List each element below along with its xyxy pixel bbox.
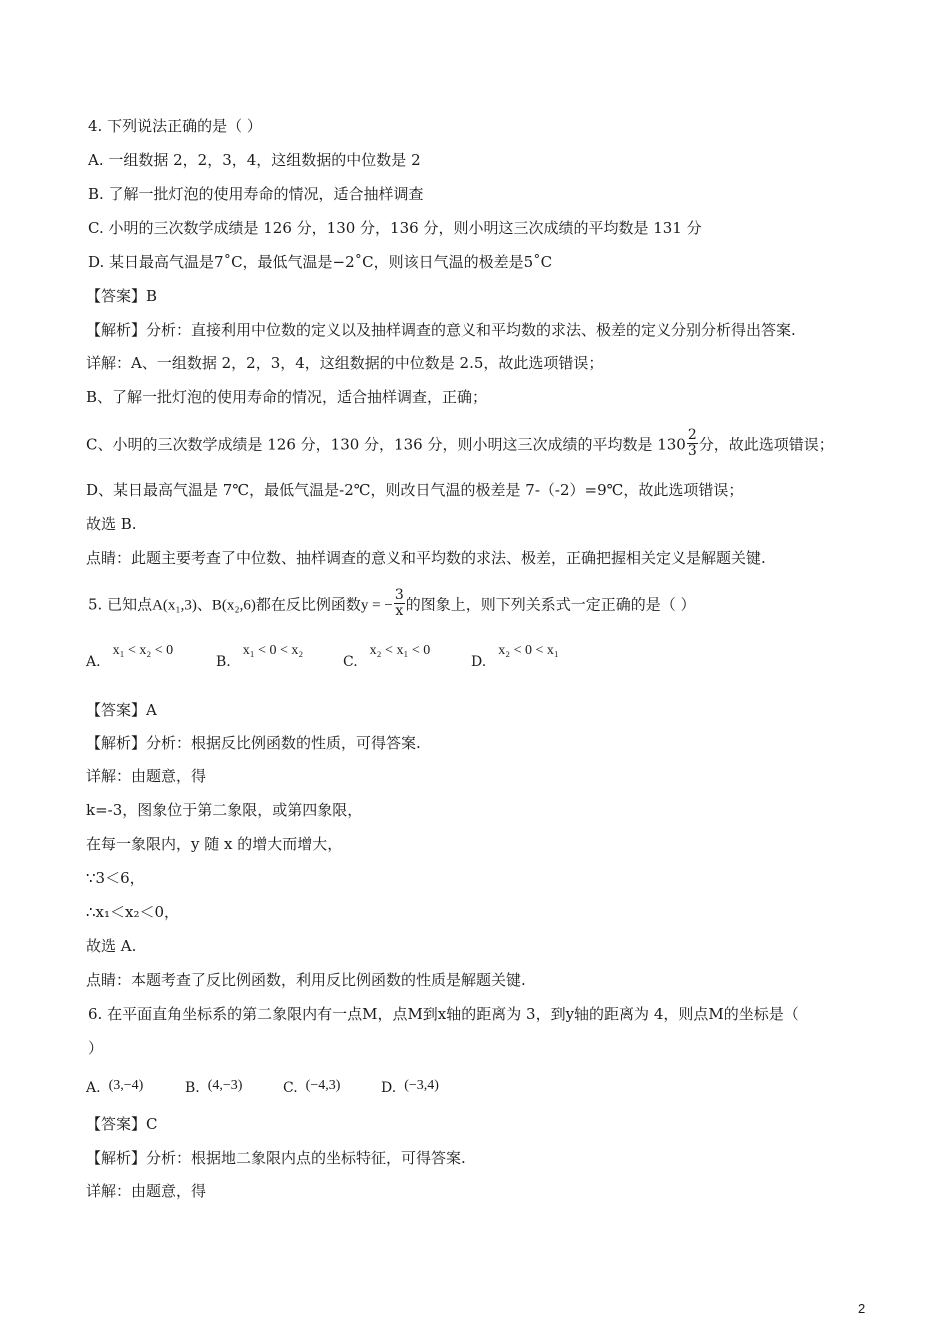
option-expression: (3,−4) xyxy=(108,1078,144,1093)
q4-detail-c-tail: 分，故此选项错误； xyxy=(698,435,834,454)
q4-choose: 故选 B. xyxy=(86,515,137,533)
q4-option-c: C. 小明的三次数学成绩是 126 分，130 分，136 分，则小明这三次成绩的平均数是 131 分 xyxy=(88,219,702,237)
fraction-denominator: x xyxy=(395,603,404,619)
q5-answer: 【答案】A xyxy=(86,701,157,719)
q5-option-a xyxy=(86,643,174,671)
q5-line-2: 在每一象限内，y 随 x 的增大而增大， xyxy=(86,835,343,853)
q4-comment: 点睛：此题主要考查了中位数、抽样调查的意义和平均数的求法、极差，正确把握相关定义是解题关键. xyxy=(86,549,766,567)
option-expression: (4,−3) xyxy=(207,1078,243,1093)
q4-fraction xyxy=(687,428,698,459)
option-label: B. xyxy=(216,654,231,670)
option-label: A. xyxy=(86,1080,101,1096)
page-number: 2 xyxy=(858,1301,866,1316)
q5-function-y: y = − xyxy=(360,597,393,614)
q4-detail-b: B、了解一批灯泡的使用寿命的情况，适合抽样调查，正确； xyxy=(86,388,488,406)
option-expression: x₂ < x₁ < 0 xyxy=(369,643,431,658)
option-label: C. xyxy=(283,1080,298,1096)
option-expression: (−4,3) xyxy=(305,1078,341,1093)
option-label: C. xyxy=(343,654,358,670)
q5-points: A(x₁,3)、B(x₂,6) xyxy=(152,597,256,614)
option-label: A. xyxy=(86,654,101,670)
q4-option-d: D. 某日最高气温是7˚C，最低气温是−2˚C，则该日气温的极差是5˚C xyxy=(88,253,553,271)
q5-stem xyxy=(88,587,696,621)
q5-stem-post: 的图象上，则下列关系式一定正确的是（ ） xyxy=(405,595,696,614)
q5-analysis: 【解析】分析：根据反比例函数的性质，可得答案. xyxy=(86,734,421,752)
q6-answer: 【答案】C xyxy=(86,1115,158,1133)
fraction-numerator: 2 xyxy=(687,427,697,443)
q6-analysis: 【解析】分析：根据地二象限内点的坐标特征，可得答案. xyxy=(86,1149,466,1167)
q5-stem-mid: 都在反比例函数 xyxy=(255,595,361,614)
q5-comment: 点睛：本题考查了反比例函数，利用反比例函数的性质是解题关键. xyxy=(86,971,526,989)
q4-analysis: 【解析】分析：直接利用中位数的定义以及抽样调查的意义和平均数的求法、极差的定义分别分析得出答案. xyxy=(86,321,796,339)
q5-line-1: k=-3，图象位于第二象限，或第四象限， xyxy=(86,801,363,819)
q4-option-a: A. 一组数据 2，2，3，4，这组数据的中位数是 2 xyxy=(88,151,421,169)
q6-stem: 6. 在平面直角坐标系的第二象限内有一点M，点M到x轴的距离为 3，到y轴的距离为 4，则点M的坐标是（ xyxy=(88,1005,799,1023)
q4-detail-a: 详解：A、一组数据 2，2，3，4，这组数据的中位数是 2.5，故此选项错误； xyxy=(86,354,604,372)
q5-fraction xyxy=(394,588,405,619)
option-label: B. xyxy=(185,1080,200,1096)
q6-stem-continued: ） xyxy=(88,1039,104,1057)
q6-detail: 详解：由题意，得 xyxy=(86,1182,207,1200)
q6-option-c xyxy=(283,1080,340,1097)
option-expression: x₁ < 0 < x₂ xyxy=(242,643,304,658)
q5-option-c xyxy=(343,643,431,671)
fraction-numerator: 3 xyxy=(394,587,404,603)
q4-detail-d: D、某日最高气温是 7℃，最低气温是-2℃，则改日气温的极差是 7-（-2）=9℃，故此选项错误； xyxy=(86,481,744,499)
fraction-denominator: 3 xyxy=(687,443,697,459)
q4-stem: 4. 下列说法正确的是（ ） xyxy=(88,117,262,135)
option-label: D. xyxy=(471,654,487,670)
q4-option-b: B. 了解一批灯泡的使用寿命的情况，适合抽样调查 xyxy=(88,185,424,203)
option-expression: x₁ < x₂ < 0 xyxy=(112,643,174,658)
option-label: D. xyxy=(381,1080,397,1096)
q5-option-b xyxy=(216,643,304,671)
q6-option-a xyxy=(86,1080,143,1097)
q4-detail-c-text: C、小明的三次数学成绩是 126 分，130 分，136 分，则小明这三次成绩的平均数是 130 xyxy=(86,435,686,454)
q5-detail: 详解：由题意，得 xyxy=(86,767,207,785)
q5-stem-pre: 5. 已知点 xyxy=(88,595,153,614)
q5-choose: 故选 A. xyxy=(86,937,137,955)
option-expression: (−3,4) xyxy=(404,1078,439,1093)
q5-option-d xyxy=(471,643,559,671)
q6-option-d xyxy=(381,1080,439,1097)
q4-answer: 【答案】B xyxy=(86,287,158,305)
q6-option-b xyxy=(185,1080,242,1097)
q4-detail-c xyxy=(86,427,834,461)
option-expression: x₂ < 0 < x₁ xyxy=(498,643,559,658)
q5-line-3: ∵3＜6， xyxy=(86,869,145,887)
q5-line-4: ∴x₁＜x₂＜0， xyxy=(86,903,180,921)
